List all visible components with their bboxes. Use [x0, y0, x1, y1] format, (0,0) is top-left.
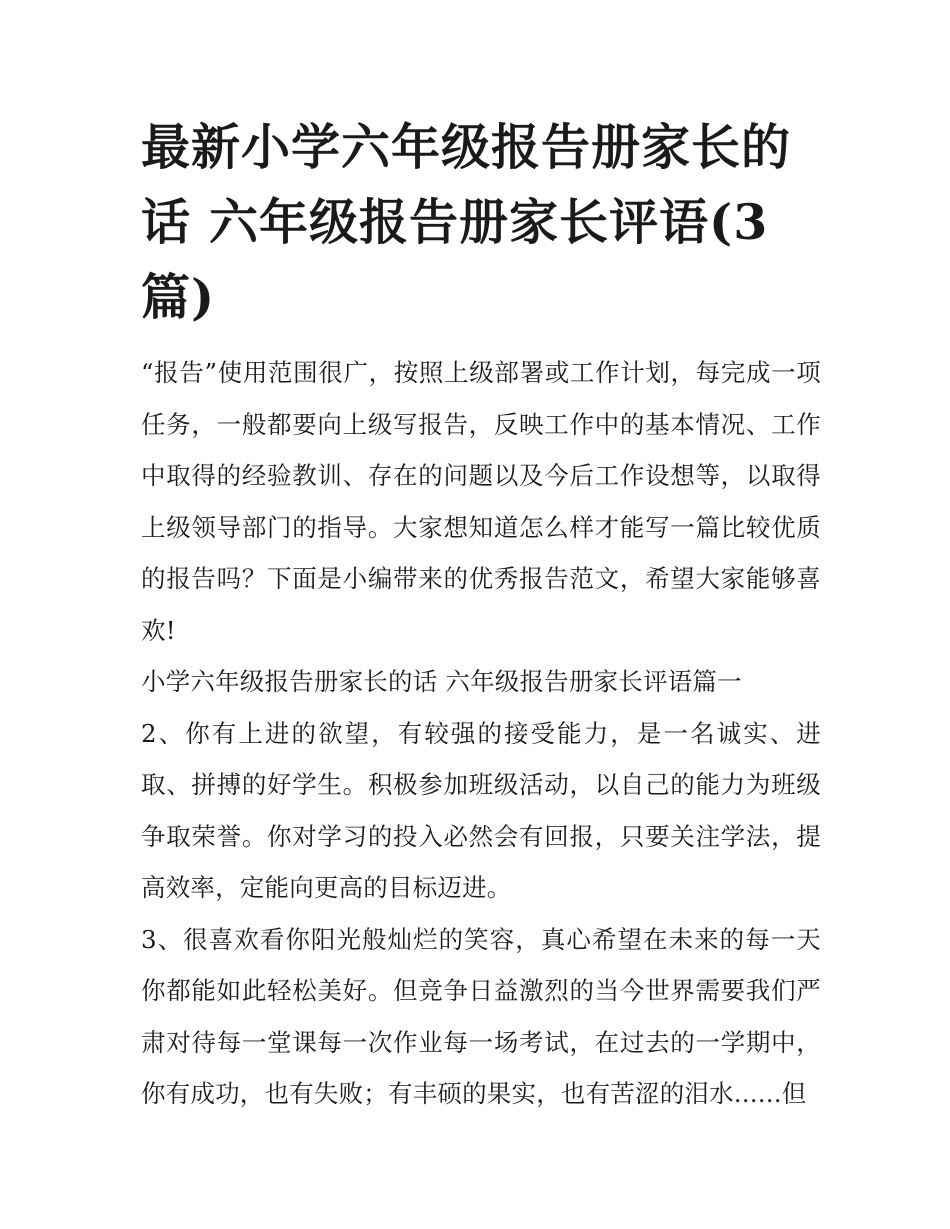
comment-item-3: 3、很喜欢看你阳光般灿烂的笑容，真心希望在未来的每一天你都能如此轻松美好。但竞争日益激烈的当今世界需要我们严肃对待每一堂课每一次作业每一场考试，在过去的一学期中，你有成功，也有失败；有丰硕的果实，也有苦涩的泪水......但	[141, 924, 821, 1108]
intro-paragraph: “报告”使用范围很广，按照上级部署或工作计划，每完成一项任务，一般都要向上级写报告，反映工作中的基本情况、工作中取得的经验教训、存在的问题以及今后工作设想等，以取得上级领导部门的指导。大家想知道怎么样才能写一篇比较优质的报告吗？下面是小编带来的优秀报告范文，希望大家能够喜欢!	[141, 358, 821, 645]
document-page	[141, 110, 821, 1120]
comment-item-2: 2、你有上进的欲望，有较强的接受能力，是一名诚实、进取、拼搏的好学生。积极参加班级活动，以自己的能力为班级争取荣誉。你对学习的投入必然会有回报，只要关注学法，提高效率，定能向更高的目标迈进。	[141, 718, 821, 902]
section-heading: 小学六年级报告册家长的话 六年级报告册家长评语篇一	[141, 667, 742, 696]
document-title: 最新小学六年级报告册家长的话 六年级报告册家长评语(3篇)	[141, 118, 792, 326]
